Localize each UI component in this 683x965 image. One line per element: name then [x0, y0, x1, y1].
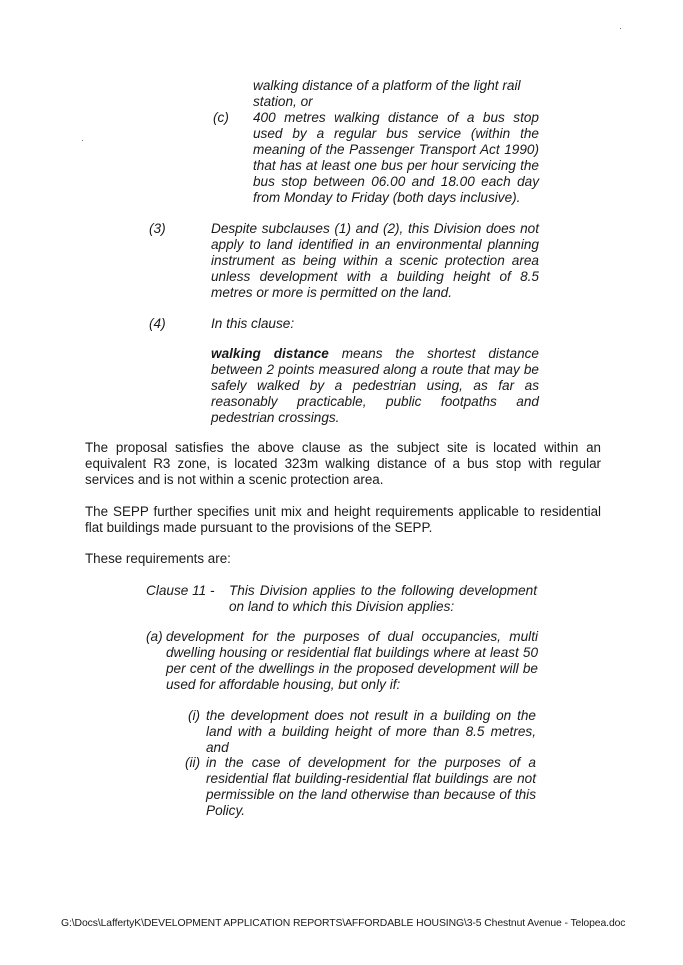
subclause-4-intro: In this clause: [211, 316, 295, 331]
walking-distance-definition [211, 346, 539, 426]
item-a-label: (a) [146, 629, 163, 644]
clause-continuation-line1: walking distance of a platform of the light rail [253, 78, 521, 93]
paragraph-requirements: These requirements are: [85, 551, 231, 566]
paragraph-sepp: The SEPP further specifies unit mix and height requirements applicable to residential flat buildings made pursuant to the provisions of the SEPP. [85, 504, 601, 535]
item-c-text: 400 metres walking distance of a bus stop used by a regular bus service (within the meaning of the Passenger Transport Act 1990) that has at least one bus per hour servicing the bus stop between 06.00 and 18.00 each day from Monday to Friday (both days inclusive). [253, 110, 539, 205]
definition-text: means the shortest distance between 2 points measured along a route that may be safely walked by a pedestrian using, as far as reasonably practicable, public footpaths and pedestrian crossings. [211, 346, 539, 425]
subclause-3-text: Despite subclauses (1) and (2), this Division does not apply to land identified in an environmental planning instrument as being within a scenic protection area unless development with a building height of 8.5 metres or more is permitted on the land. [211, 221, 539, 300]
paragraph-assessment: The proposal satisfies the above clause as the subject site is located within an equivalent R3 zone, is located 323m walking distance of a bus stop with regular services and is not within a scenic protection area. [85, 440, 601, 487]
clause-11-label: Clause 11 - [146, 583, 215, 598]
item-ii-label: (ii) [185, 755, 201, 770]
clause-continuation-line2: station, or [253, 94, 313, 109]
scan-speck [82, 140, 83, 141]
footer-file-path: G:\Docs\LaffertyK\DEVELOPMENT APPLICATION REPORTS\AFFORDABLE HOUSING\3-5 Chestnut Avenue - Telopea.doc [61, 918, 626, 929]
clause-11-text: This Division applies to the following development on land to which this Division applies: [229, 583, 537, 614]
subclause-4-label: (4) [149, 316, 166, 331]
item-a-text: development for the purposes of dual occupancies, multi dwelling housing or residential flat buildings where at least 50 per cent of the dwellings in the proposed development will be used for affordable housing, but only if: [166, 629, 538, 692]
scan-speck [620, 28, 621, 29]
subclause-3-label: (3) [149, 221, 166, 236]
item-ii-text: in the case of development for the purposes of a residential flat building-residential flat buildings are not permissible on the land otherwise than because of this Policy. [206, 755, 536, 818]
item-c-label: (c) [213, 110, 229, 125]
item-i-text: the development does not result in a building on the land with a building height of more than 8.5 metres, and [206, 708, 536, 755]
item-i-label: (i) [188, 708, 201, 723]
defined-term: walking distance [211, 346, 329, 361]
